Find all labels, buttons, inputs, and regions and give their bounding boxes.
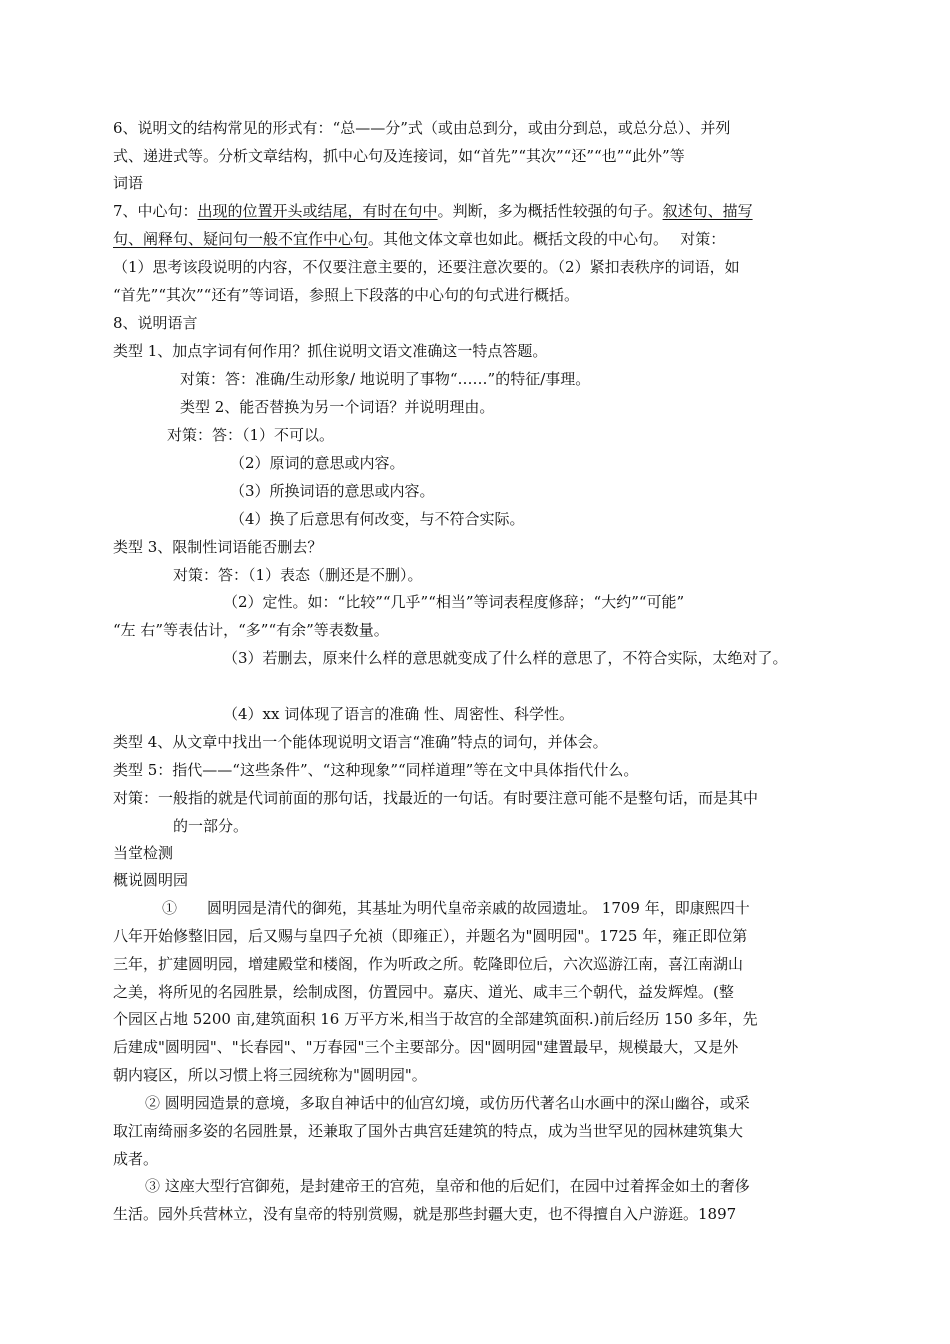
p1-line-3: 三年，扩建圆明园，增建殿堂和楼阁，作为听政之所。乾隆即位后，六次巡游江南，喜江南湖山 (113, 955, 744, 973)
sec8-type3-step2a: （2）定性。如：“比较”“几乎”“相当”等词表程度修辞；“大约”“可能” (223, 593, 685, 611)
sec8-type2-step4: （4）换了后意思有何改变，与不符合实际。 (230, 510, 525, 528)
sec8-type3-step2b: “左 右”等表估计，“多”“有余”等表数量。 (113, 621, 389, 639)
sec7-underlined-position: 出现的位置开头或结尾，有时在句中 (197, 202, 438, 220)
sec8-heading: 8、说明语言 (113, 314, 198, 332)
p2-line-2: 取江南绮丽多姿的名园胜景，还兼取了国外古典宫廷建筑的特点，成为当世罕见的园林建筑集大 (113, 1122, 744, 1140)
sec7-line-1 (113, 201, 753, 221)
sec7-underlined-not-center: 句、阐释句、疑问句一般不宜作中心句 (113, 230, 369, 248)
p1-line-6: 后建成"圆明园"、"长春园"、"万春园"三个主要部分。因"圆明园"建置最早，规模最大，又是外 (113, 1038, 739, 1056)
sec8-type3-step3: （3）若删去，原来什么样的意思就变成了什么样的意思了，不符合实际，太绝对了。 (223, 649, 788, 667)
sec8-type5: 类型 5：指代——“这些条件”、“这种现象”“同样道理”等在文中具体指代什么。 (113, 761, 639, 779)
sec7-line-2 (113, 229, 725, 249)
sec7-line-3: （1）思考该段说明的内容，不仅要注意主要的，还要注意次要的。（2）紧扣表秩序的词语，如 (113, 258, 740, 276)
sec8-type2-step3: （3）所换词语的意思或内容。 (230, 482, 435, 500)
sec8-type2-strategy: 对策：答：（1）不可以。 (167, 426, 335, 444)
article-title: 概说圆明园 (113, 871, 189, 889)
sec8-type2-step2: （2）原词的意思或内容。 (230, 454, 405, 472)
sec8-type1: 类型 1、加点字词有何作用？抓住说明文语文准确这一特点答题。 (113, 342, 548, 360)
p2-line-1: ② 圆明园造景的意境，多取自神话中的仙宫幻境，或仿历代著名山水画中的深山幽谷，或采 (145, 1094, 750, 1112)
p1-line-1: ① 圆明园是清代的御苑，其基址为明代皇帝亲戚的故园遗址。 1709 年，即康熙四十 (162, 899, 750, 917)
p3-line-2: 生活。园外兵营林立，没有皇帝的特别赏赐，就是那些封疆大吏，也不得擅自入户游逛。1897 (113, 1205, 737, 1223)
p1-line-2: 八年开始修整旧园，后又赐与皇四子允祯（即雍正），并题名为"圆明园"。1725 年，雍正即位第 (113, 927, 748, 945)
sec8-type5-strategy-cont: 的一部分。 (173, 817, 249, 835)
sec8-type2: 类型 2、能否替换为另一个词语？并说明理由。 (180, 398, 495, 416)
sec8-type4: 类型 4、从文章中找出一个能体现说明文语言“准确”特点的词句，并体会。 (113, 733, 608, 751)
sec7-underlined-types: 叙述句、描写 (662, 202, 753, 220)
p1-line-4: 之美，将所见的名园胜景，绘制成图，仿置园中。嘉庆、道光、咸丰三个朝代，益发辉煌。(整 (113, 983, 734, 1001)
sec6-line-2: 式、递进式等。分析文章结构，抓中心句及连接词，如“首先”“其次”“还”“也”“此外”等 (113, 147, 685, 165)
sec8-type3: 类型 3、限制性词语能否删去？ (113, 538, 323, 556)
sec7-line-4: “首先”“其次”“还有”等词语，参照上下段落的中心句的句式进行概括。 (113, 286, 580, 304)
p1-line-5: 个园区占地 5200 亩,建筑面积 16 万平方米,相当于故宫的全部建筑面积.)前后经历 150 多年，先 (113, 1010, 758, 1028)
sec7-other: 。其他文体文章也如此。概括文段的中心句。 对策： (368, 230, 726, 248)
sec6-line-3: 词语 (113, 174, 144, 192)
sec6-line-1: 6、说明文的结构常见的形式有：“总——分”式（或由总到分，或由分到总，或总分总）、并列 (113, 119, 731, 137)
sec8-type1-strategy: 对策：答：准确/生动形象/ 地说明了事物“……”的特征/事理。 (180, 370, 591, 388)
p1-line-7: 朝内寝区，所以习惯上将三园统称为"圆明园"。 (113, 1066, 427, 1084)
sec8-type3-step4: （4）xx 词体现了语言的准确 性、周密性、科学性。 (223, 705, 575, 723)
test-heading: 当堂检测 (113, 844, 174, 862)
sec7-judgment: 。判断，多为概括性较强的句子。 (437, 202, 663, 220)
p3-line-1: ③ 这座大型行宫御苑，是封建帝王的宫苑，皇帝和他的后妃们，在园中过着挥金如土的奢侈 (145, 1177, 750, 1195)
p2-line-3: 成者。 (113, 1150, 159, 1168)
sec7-heading: 7、中心句： (113, 202, 198, 220)
sec8-type5-strategy: 对策：一般指的就是代词前面的那句话，找最近的一句话。有时要注意可能不是整句话，而是其中 (113, 789, 759, 807)
sec8-type3-strategy: 对策：答：（1）表态（删还是不删）。 (173, 566, 423, 584)
